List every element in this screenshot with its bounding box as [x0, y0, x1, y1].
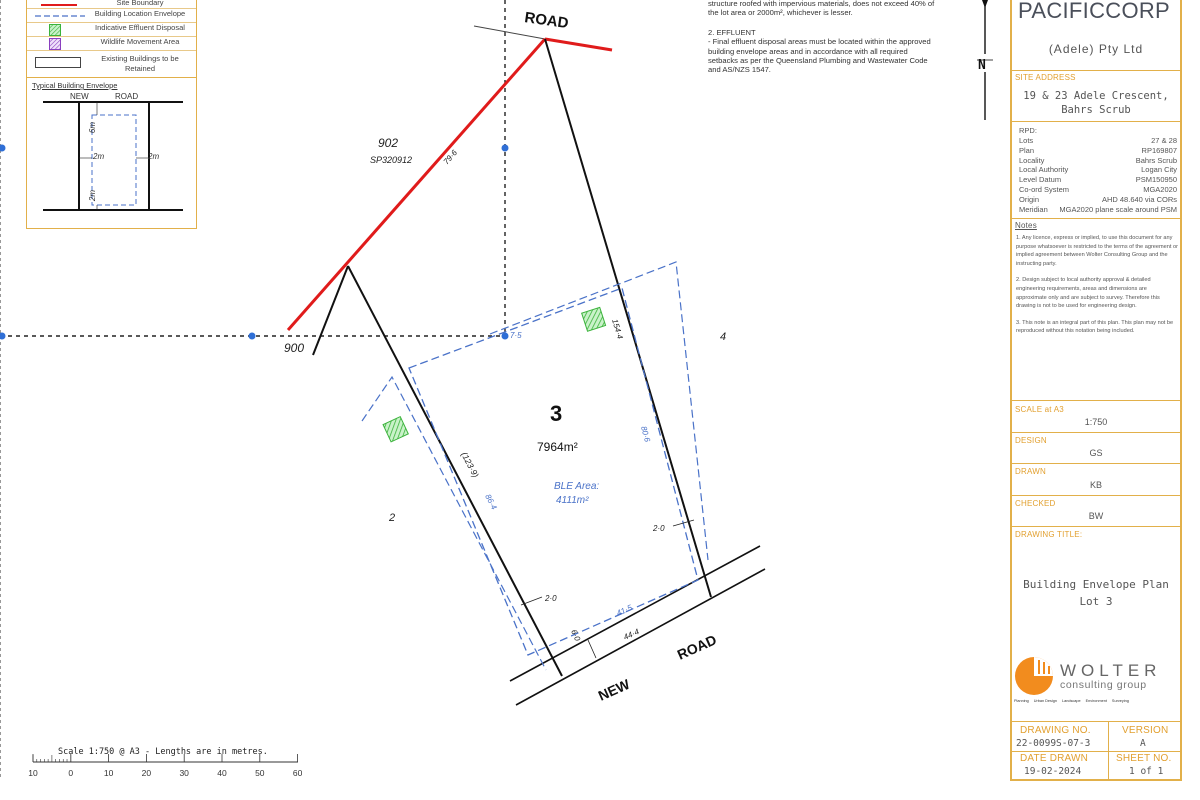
survey-node — [0, 333, 6, 340]
scale-tick-label: 60 — [292, 768, 303, 778]
ble-label: BLE Area: — [554, 481, 600, 492]
rpd-value: MGA2020 — [1143, 185, 1177, 194]
rpd-key: Level Datum — [1019, 175, 1062, 185]
top-notes — [708, 0, 938, 75]
dim-86-4: 86·4 — [483, 492, 499, 512]
legend-row-building-envelope: Building Location Envelope — [27, 8, 196, 23]
service-item: Urban Design — [1033, 699, 1057, 703]
checked-value: BW — [1088, 511, 1104, 521]
legend-row-wildlife: Wildlife Movement Area — [27, 36, 196, 51]
service-item: Surveying — [1111, 699, 1129, 703]
wolter-name: WOLTER — [1060, 661, 1162, 680]
setback-dim-left — [521, 597, 542, 605]
dim-154-4: 154·4 — [610, 317, 625, 341]
rpd-value: MGA2020 plane scale around PSM — [1059, 204, 1177, 214]
sheet-no-value: 1 of 1 — [1129, 766, 1164, 777]
notes-list — [1016, 234, 1178, 344]
notes-label: Notes — [1015, 221, 1037, 230]
rpd-key: Local Authority — [1019, 165, 1069, 175]
lot-3-left-boundary — [348, 266, 562, 676]
scale-tick-label: 10 — [103, 768, 114, 778]
typical-envelope-title: Typical Building Envelope — [32, 81, 118, 90]
wolter-sub: consulting group — [1060, 679, 1147, 691]
scale-tick-label: 30 — [179, 768, 189, 778]
site-address-line-2: Bahrs Scrub — [1061, 104, 1131, 116]
rpd-key: Co-ord System — [1019, 185, 1070, 194]
rpd-value: RP169807 — [1141, 145, 1177, 155]
note-2: 2. Design subject to local authority approval & detailed engineering requirements, areas and dimensions are approximate only and are subject to survey. Therefore this drawing is not to be used for engineering design. — [1016, 277, 1160, 310]
lot-902-label: 902 — [378, 136, 399, 150]
dim-79-6: 79·6 — [441, 148, 460, 167]
services-row — [1014, 699, 1180, 703]
dim-44-4: 44·4 — [622, 627, 641, 642]
typical-envelope-diagram — [37, 90, 197, 224]
title-block — [1010, 0, 1182, 779]
survey-node — [249, 333, 256, 340]
site-address-line-1: 19 & 23 Adele Crescent, — [1023, 90, 1169, 102]
date-drawn-label: DATE DRAWN — [1020, 753, 1089, 764]
typical-dim-2m-bottom: 2m — [88, 189, 98, 202]
version-value: A — [1140, 738, 1146, 749]
new-road-label-road: ROAD — [674, 631, 719, 663]
wolter-logo-icon — [1014, 654, 1058, 698]
north-arrow-icon — [976, 0, 994, 120]
svg-text:N: N — [978, 58, 986, 73]
dim-41-5: 41·5 — [615, 603, 634, 618]
new-road-edge-outer — [516, 569, 765, 705]
new-road-label-new: NEW — [595, 675, 633, 704]
note-3: 3. This note is an integral part of this plan. This plan may not be reproduced without this notation being included. — [1016, 319, 1174, 335]
drawing-no-label: DRAWING NO. — [1020, 725, 1091, 736]
note-1: 1. Any licence, express or implied, to use this document for any purpose whatsoever is restricted to the terms of the agreement or implied agreement between Wolter Consulting Group and the instructing party. — [1016, 235, 1178, 267]
rpd-row — [1019, 195, 1177, 205]
dim-6-0: 6·0 — [569, 628, 583, 643]
rpd-row — [1019, 205, 1177, 215]
legend-panel — [26, 0, 197, 229]
lot-902-plan-label: SP320912 — [370, 155, 413, 165]
rpd-value: Logan City — [1141, 165, 1177, 175]
rpd-row — [1019, 146, 1177, 156]
rpd-key: Plan — [1019, 145, 1035, 155]
lot-area: 7964m² — [537, 440, 578, 454]
rpd-value: 27 & 28 — [1151, 136, 1177, 145]
rpd-key: Lots — [1019, 136, 1034, 145]
rpd-row — [1019, 185, 1177, 195]
typical-dim-2m-right: 2m — [148, 152, 160, 161]
envelope-extension-right — [490, 262, 708, 560]
rpd-header: RPD: — [1019, 126, 1037, 135]
service-item: Landscape — [1062, 699, 1081, 703]
checked-label: CHECKED — [1015, 499, 1056, 508]
effluent-disposal-area — [383, 417, 408, 442]
rpd-value: PSM150950 — [1135, 175, 1177, 185]
rpd-key: Locality — [1019, 155, 1045, 165]
rpd-value: AHD 48.640 via CORs — [1101, 194, 1177, 204]
company-sub: (Adele) Pty Ltd — [1048, 42, 1144, 56]
note-para-2: - Final effluent disposal areas must be located within the approved building envelope areas and in accordance with all required setbacks as per the Queensland Plumbing and Wastewater Code and AS/NZS 1547. — [708, 37, 931, 75]
design-label: DESIGN — [1015, 436, 1047, 445]
note-heading-effluent: 2. EFFLUENT — [708, 27, 756, 37]
scale-tick-label: 50 — [255, 768, 265, 778]
new-road-edge-inner — [510, 546, 760, 681]
typical-new-label: NEW — [70, 92, 89, 101]
red-boundary-top — [545, 39, 612, 50]
dim-7-5: 7·5 — [510, 331, 522, 340]
drawn-label: DRAWN — [1015, 467, 1046, 476]
rpd-key: Meridian — [1019, 204, 1048, 214]
dim-80-6: 80·6 — [639, 425, 652, 443]
drawn-value: KB — [1089, 480, 1102, 490]
rpd-value: Bahrs Scrub — [1135, 155, 1177, 165]
top-road-label: ROAD — [523, 9, 570, 33]
scale-tick-label: 10 — [28, 768, 38, 778]
setback-dim-bottom — [588, 640, 596, 658]
scale-tick-label: 40 — [217, 768, 227, 778]
note-para-1: structure roofed with impervious materials, does not exceed 40% of the lot area or 2000m², whichever is lesser. — [708, 0, 935, 18]
ble-area: 4111m² — [556, 495, 589, 506]
lot-900-label: 900 — [284, 341, 305, 355]
typical-road-label: ROAD — [115, 92, 139, 101]
scale-bar-caption: Scale 1:750 @ A3 - Lengths are in metres. — [58, 747, 268, 757]
scale-value: 1:750 — [1084, 417, 1108, 427]
drawing-no-value: 22-0099S-07-3 — [1016, 738, 1091, 749]
rpd-row — [1019, 175, 1177, 185]
company-name: PACIFICCORP — [1018, 0, 1171, 23]
date-drawn-value: 19-02-2024 — [1024, 766, 1082, 777]
drawing-title-line-2: Lot 3 — [1079, 595, 1113, 608]
legend-row-site-boundary: Site Boundary — [27, 0, 196, 12]
drawing-title-label: DRAWING TITLE: — [1015, 530, 1083, 539]
survey-node — [0, 145, 6, 152]
dim-2-0-left: 2·0 — [545, 594, 557, 603]
lot-number: 3 — [550, 401, 563, 426]
design-value: GS — [1089, 448, 1103, 458]
lot-4-label: 4 — [720, 331, 727, 343]
lot-900-stub — [313, 266, 348, 355]
scale-label: SCALE at A3 — [1015, 405, 1064, 414]
dim-2-0-right: 2·0 — [653, 524, 665, 533]
rpd-row — [1019, 136, 1177, 146]
lot-3-right-boundary — [545, 39, 711, 597]
survey-node — [502, 145, 509, 152]
legend-row-existing-buildings: Existing Buildings to be Retained — [27, 50, 196, 77]
effluent-disposal-area — [582, 307, 606, 331]
service-item: Environment — [1085, 699, 1107, 703]
top-road-edge — [474, 26, 545, 39]
site-address-label: SITE ADDRESS — [1015, 73, 1076, 82]
lot-2-label: 2 — [389, 512, 396, 524]
legend-row-effluent: Indicative Effluent Disposal — [27, 22, 196, 37]
service-item: Planning — [1014, 699, 1029, 703]
sheet-no-label: SHEET NO. — [1116, 753, 1172, 764]
rpd-row — [1019, 165, 1177, 175]
version-label: VERSION — [1122, 725, 1169, 736]
typical-dim-6m: 6m — [88, 121, 98, 134]
drawing-title-line-1: Building Envelope Plan — [1023, 578, 1169, 591]
rpd-key: Origin — [1019, 194, 1040, 204]
rpd-row — [1019, 156, 1177, 166]
scale-tick-label: 0 — [68, 768, 74, 778]
typical-dim-2m-left: 2m — [93, 152, 105, 161]
dim-123-9: (123·9) — [459, 450, 481, 480]
red-boundary-diagonal — [288, 39, 545, 330]
scale-tick-label: 20 — [141, 768, 152, 778]
